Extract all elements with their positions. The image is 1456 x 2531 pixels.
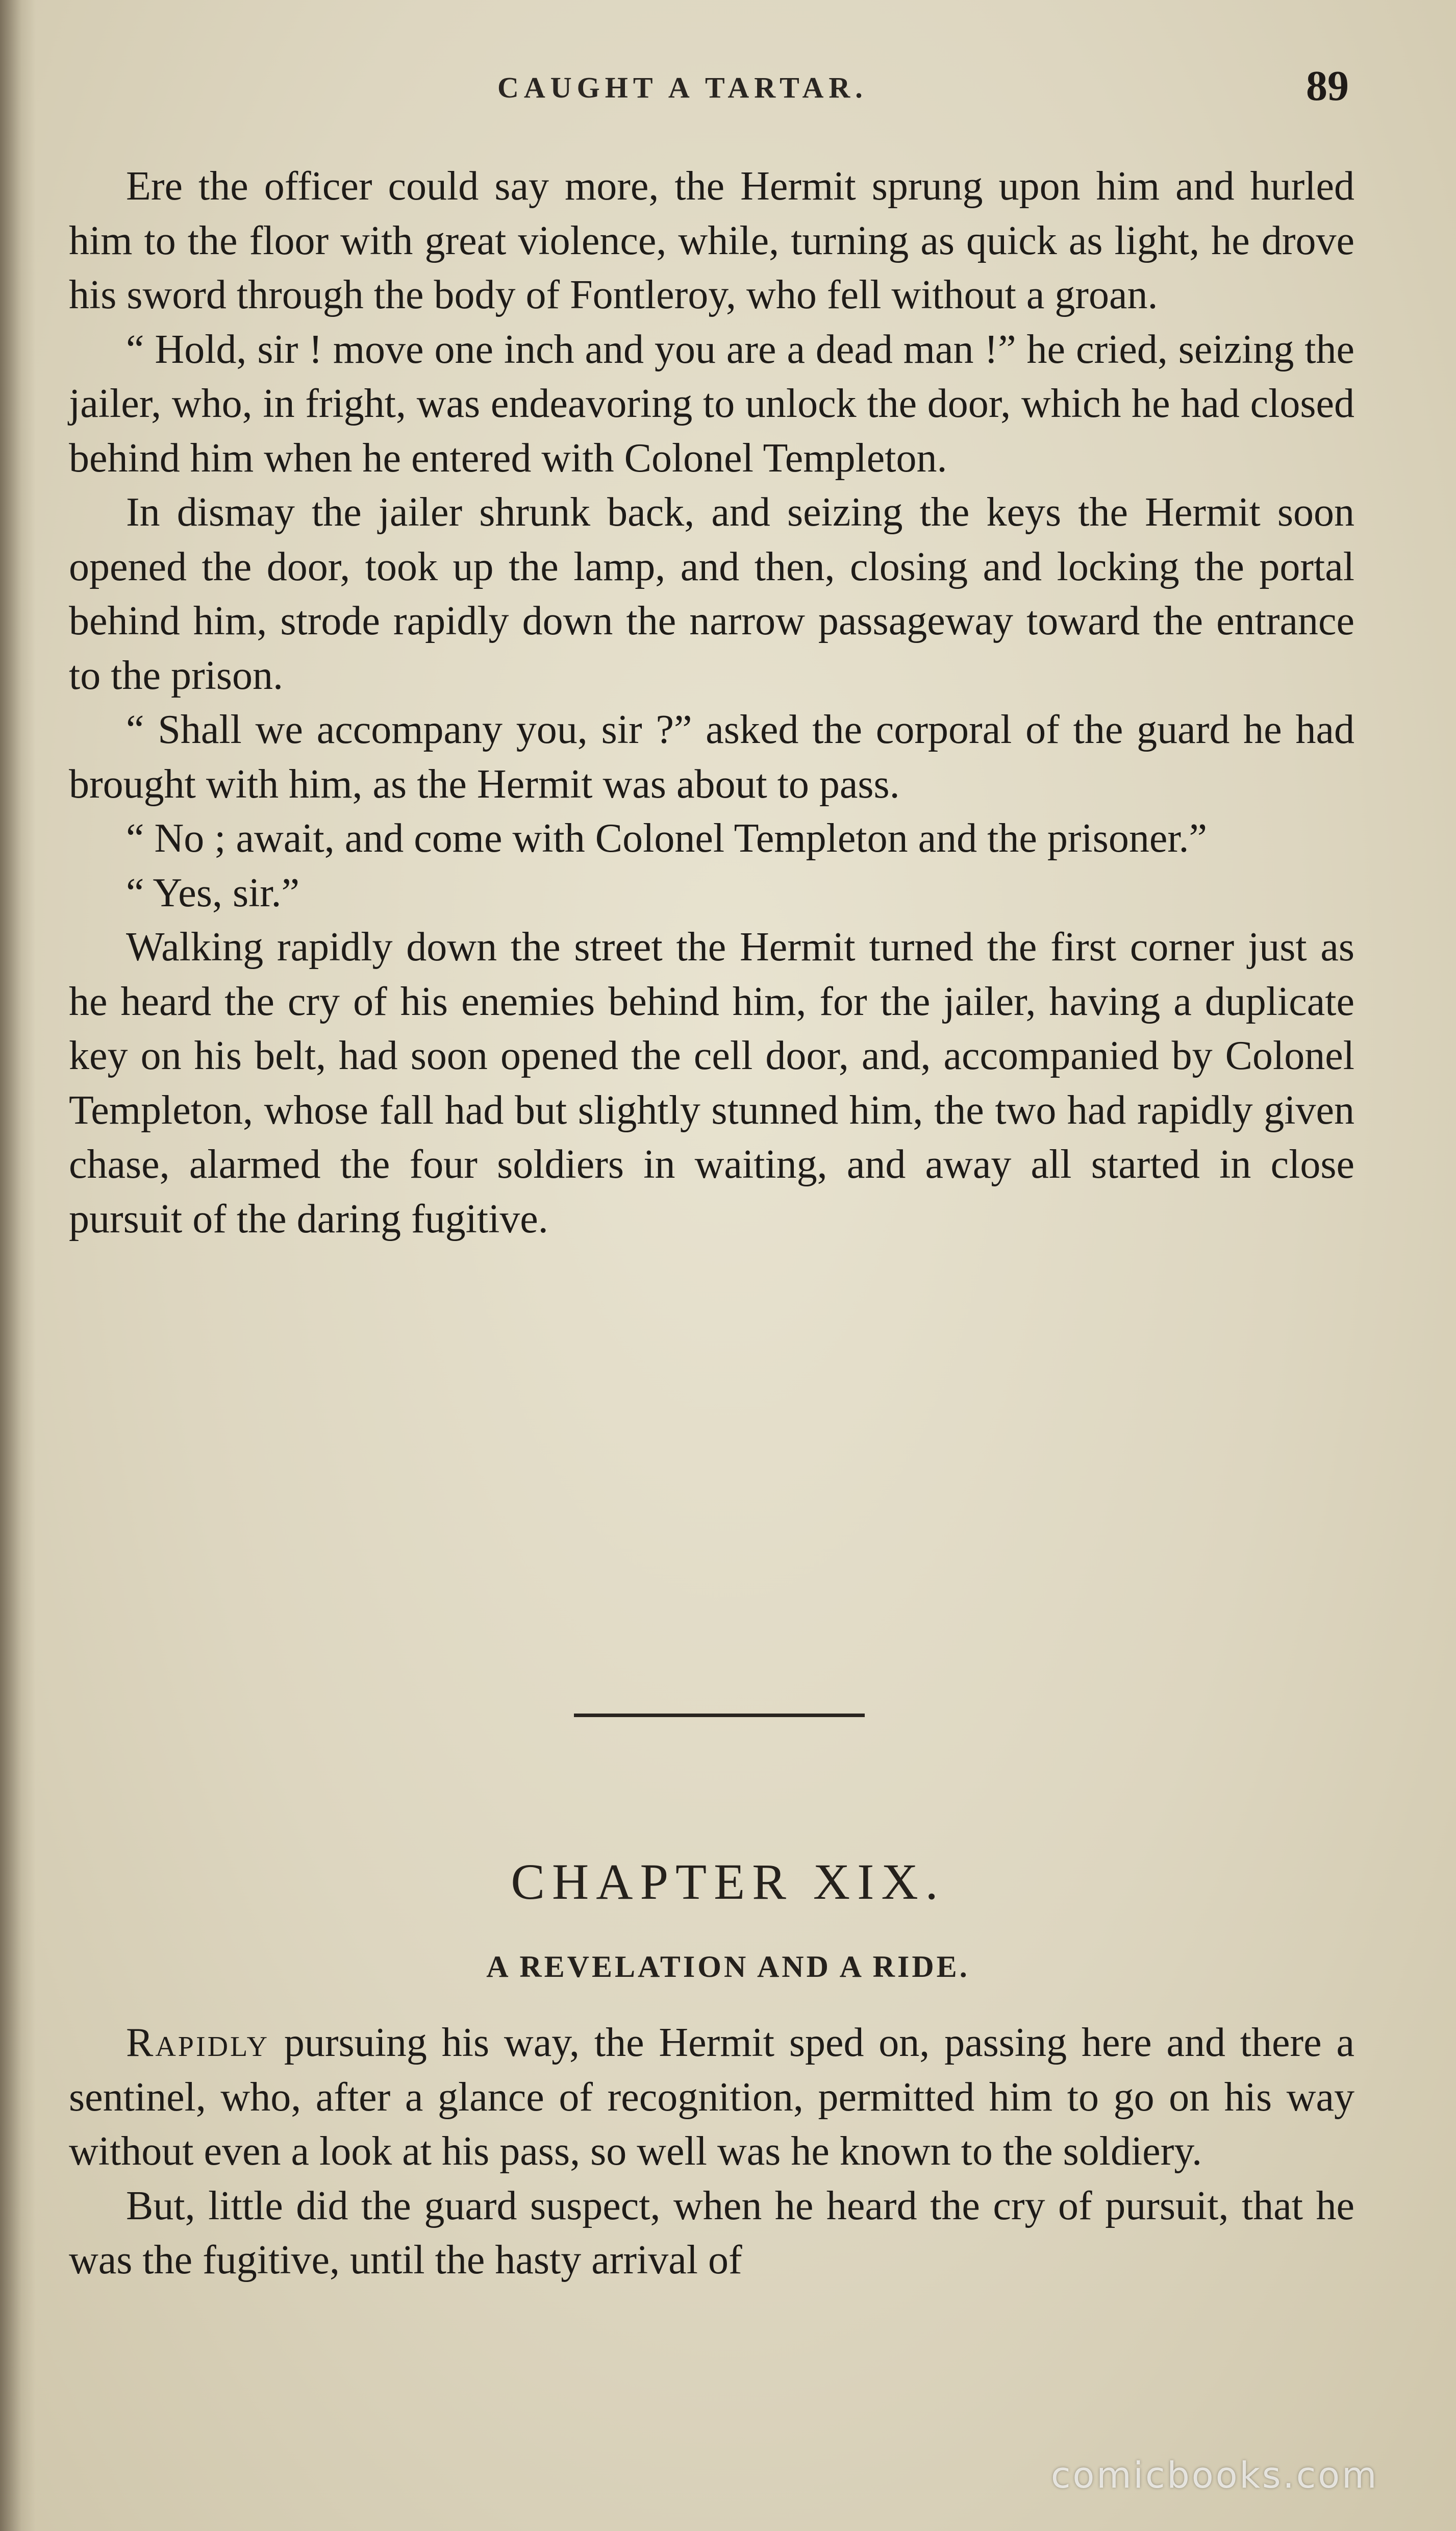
running-head <box>0 61 1456 110</box>
chapter-first-paragraph-rest: pursuing his way, the Hermit sped on, passing here and there a sentinel, who, after a glance of recognition, permitted him to go on his way without even a look at his pass, so well was he known to the soldiery. <box>69 2020 1354 2174</box>
paragraph: Ere the officer could say more, the Hermit sprung upon him and hurled him to the floor with great violence, while, turning as quick as light, he drove his sword through the body of Fontleroy, who fell without a groan. <box>69 164 1354 317</box>
chapter-first-word: Rapidly <box>126 2020 270 2065</box>
running-title: CAUGHT A TARTAR. <box>497 71 868 104</box>
chapter-heading: CHAPTER XIX. <box>511 1853 945 1910</box>
page-number: 89 <box>1306 62 1349 110</box>
section-1-text <box>69 159 1354 1246</box>
paragraph: But, little did the guard suspect, when he heard the cry of pursuit, that he was the fugitive, until the hasty arrival of <box>69 2183 1354 2282</box>
chapter-first-paragraph <box>69 2016 1354 2179</box>
page-gutter-shadow <box>0 0 36 2531</box>
paragraph: “ Shall we accompany you, sir ?” asked the corporal of the guard he had brought with him, as the Hermit was about to pass. <box>69 707 1354 807</box>
paragraph: “ Yes, sir.” <box>126 870 300 915</box>
watermark: comicbooks.com <box>1051 2454 1379 2496</box>
paragraph: Walking rapidly down the street the Hermit turned the first corner just as he heard the cry of his enemies behind him, for the jailer, having a duplicate key on his belt, had soon opened the cell door, and, accompanied by Colonel Templeton, whose fall had but slightly stunned him, the two had rapidly given chase, alarmed the four soldiers in waiting, and away all started in close pursuit of the daring fugitive. <box>69 925 1354 1242</box>
chapter-subtitle: A REVELATION AND A RIDE. <box>486 1950 970 1983</box>
chapter-text <box>69 2016 1354 2288</box>
section-divider-rule <box>574 1714 865 1717</box>
paragraph: “ No ; await, and come with Colonel Templeton and the prisoner.” <box>126 816 1208 861</box>
paragraph: In dismay the jailer shrunk back, and seizing the keys the Hermit soon opened the door, took up the lamp, and then, closing and locking the portal behind him, strode rapidly down the narrow passageway toward the entrance to the prison. <box>69 490 1354 698</box>
paragraph: “ Hold, sir ! move one inch and you are a dead man !” he cried, seizing the jailer, who, in fright, was endeavoring to unlock the door, which he had closed behind him when he entered with Colonel Templeton. <box>69 327 1354 481</box>
